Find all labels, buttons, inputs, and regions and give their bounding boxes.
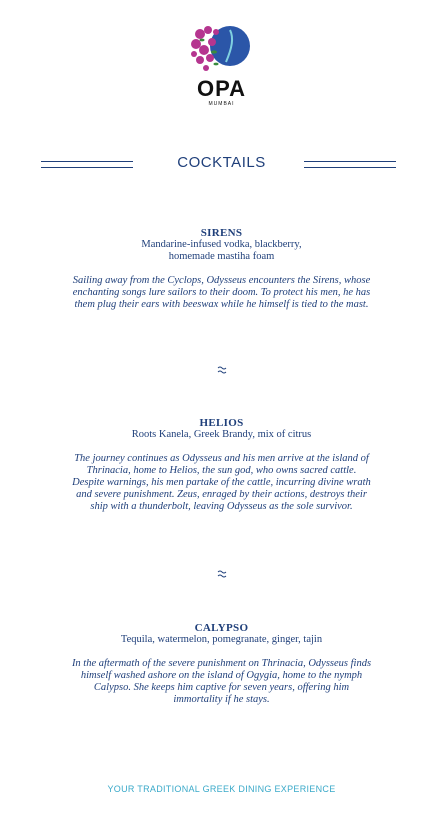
ornament-divider-icon bbox=[211, 570, 233, 578]
footer-tagline: YOUR TRADITIONAL GREEK DINING EXPERIENCE bbox=[107, 784, 336, 794]
item-name: CALYPSO bbox=[194, 622, 249, 634]
item-name: SIRENS bbox=[200, 227, 243, 239]
item-story: Sailing away from the Cyclops, Odysseus encounters the Sirens, whose enchanting songs lure sailors to their doom. To protect his men, he has them plug their ears with beeswax while he himself is tied to the mast. bbox=[72, 275, 371, 310]
ornament-divider-icon bbox=[211, 366, 233, 374]
brand-name: OPA bbox=[196, 76, 247, 101]
section-header bbox=[0, 154, 443, 176]
item-story: In the aftermath of the severe punishment on Thrinacia, Odysseus finds himself washed ashore on the island of Ogygia, home to the nymph Calypso. She keeps him captive for seven years, offering him immortality if he stays. bbox=[71, 658, 372, 705]
item-ingredients: homemade mastiha foam bbox=[168, 251, 275, 262]
item-ingredients: Roots Kanela, Greek Brandy, mix of citrus bbox=[131, 429, 312, 440]
item-name: HELIOS bbox=[199, 417, 244, 429]
item-story: The journey continues as Odysseus and his men arrive at the island of Thrinacia, home to Helios, the sun god, who owns sacred cattle. Despite warnings, his men partake of the cattle, incurring divine wrath and severe punishment. Zeus, enraged by their actions, destroys their ship with a thunderbolt, leaving Odysseus as the sole survivor. bbox=[72, 453, 371, 512]
item-ingredients: Tequila, watermelon, pomegranate, ginger, tajin bbox=[120, 634, 323, 645]
menu-item bbox=[70, 417, 373, 513]
section-title: COCKTAILS bbox=[177, 154, 266, 171]
menu-item bbox=[70, 227, 373, 311]
double-rule-right bbox=[304, 161, 396, 168]
menu-item bbox=[70, 622, 373, 706]
brand-location: MUMBAI bbox=[208, 101, 235, 107]
item-ingredients: Mandarine-infused vodka, blackberry, bbox=[141, 239, 302, 250]
